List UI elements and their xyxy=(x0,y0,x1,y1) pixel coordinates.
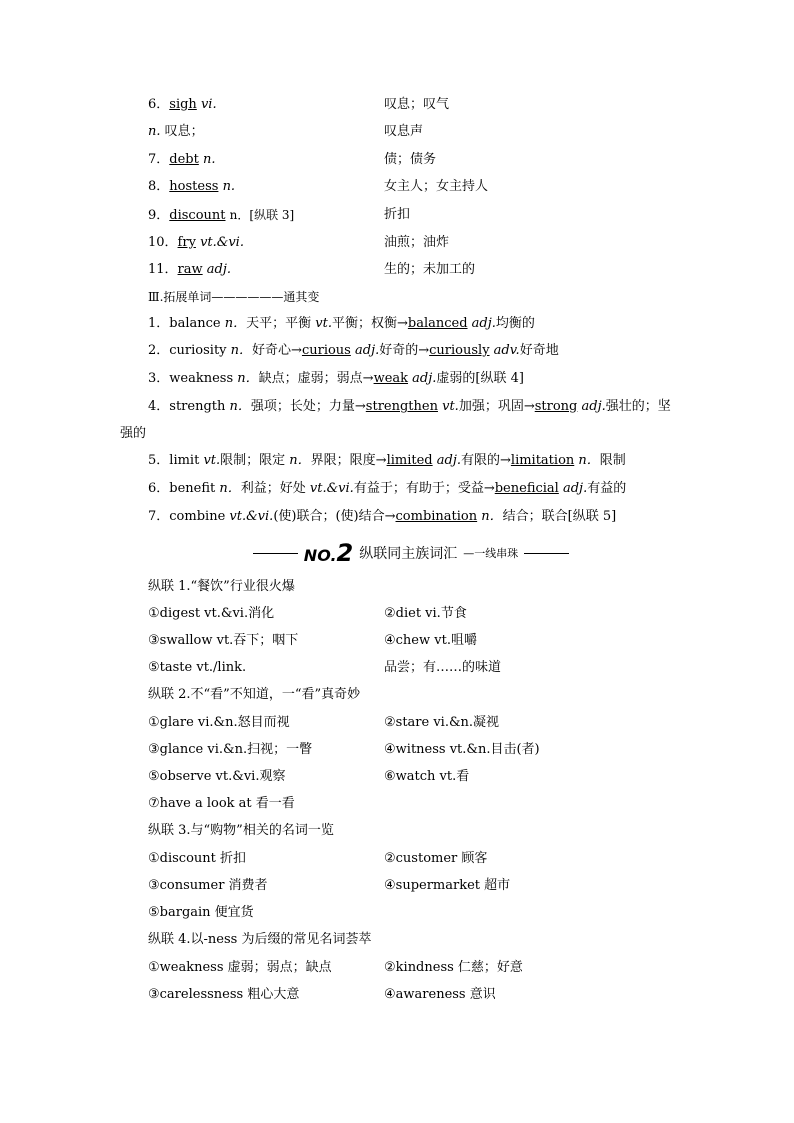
extended-row-4: 4．strength n．强项；长处；力量→strengthen vt.加强；巩固→strong adj.强壮的；坚 xyxy=(148,399,671,414)
vocab-word: sigh xyxy=(169,97,197,112)
vocab-row-6 xyxy=(148,94,217,116)
group-item: ⑤bargain 便宜货 xyxy=(148,905,254,920)
vocab-word: fry xyxy=(177,235,196,250)
extended-row-3: 3．weakness n．缺点；虚弱；弱点→weak adj.虚弱的[纵联 4] xyxy=(148,371,524,386)
group-item: ②diet vi.节食 xyxy=(384,606,467,621)
extended-row-4-wrap: 强的 xyxy=(120,426,147,441)
group-item: ①digest vt.&vi.消化 xyxy=(148,606,275,621)
part-of-speech: n. xyxy=(148,124,161,139)
group-item: ②customer 顾客 xyxy=(384,851,488,866)
group-item: ④chew vt.咀嚼 xyxy=(384,633,477,648)
group-item: ①glare vi.&n.怒目而视 xyxy=(148,715,290,730)
vocab-meaning: 叹息； xyxy=(164,124,204,139)
banner-number: NO.2 xyxy=(303,539,354,567)
group-item: ③carelessness 粗心大意 xyxy=(148,987,300,1002)
group-title: 纵联 3.与“购物”相关的名词一览 xyxy=(148,823,334,838)
group-item: ②kindness 仁慈；好意 xyxy=(384,960,523,975)
extended-row-7: 7．combine vt.&vi.(使)联合；(使)结合→combination n．结合；联合[纵联 5] xyxy=(148,509,617,524)
item-number: 11． xyxy=(148,262,178,277)
vocab-row-7 xyxy=(148,149,216,171)
vocab-meaning: 生的；未加工的 xyxy=(384,262,476,277)
group-item: ①discount 折扣 xyxy=(148,851,247,866)
extended-row-2: 2．curiosity n．好奇心→curious adj.好奇的→curiously adv.好奇地 xyxy=(148,343,559,358)
extended-row-1: 1．balance n．天平；平衡 vt.平衡；权衡→balanced adj.均衡的 xyxy=(148,316,535,331)
item-number: 8． xyxy=(148,179,170,194)
group-item: ④witness vt.&n.目击(者) xyxy=(384,742,540,757)
extended-row-5: 5．limit vt.限制；限定 n．界限；限度→limited adj.有限的→limitation n．限制 xyxy=(148,453,626,468)
part-of-speech: n. xyxy=(222,179,236,194)
section-banner xyxy=(253,540,569,566)
item-number: 10． xyxy=(148,235,178,250)
group-item: ③glance vi.&n.扫视；一瞥 xyxy=(148,742,313,757)
item-number: 6． xyxy=(148,97,170,112)
vocab-meaning: 女主人；女主持人 xyxy=(384,179,489,194)
divider xyxy=(253,553,298,554)
vocab-row-11 xyxy=(148,259,231,281)
vocab-row-6b xyxy=(148,121,204,143)
vocab-word: discount xyxy=(169,208,226,223)
part-of-speech: vt.&vi. xyxy=(200,235,244,250)
part-of-speech: adj. xyxy=(206,262,232,277)
vocab-word: hostess xyxy=(169,179,219,194)
group-item: 品尝；有……的味道 xyxy=(384,660,502,675)
vocab-meaning: 债；债务 xyxy=(384,152,437,167)
part-of-speech: n. xyxy=(202,152,216,167)
part-of-speech: vi. xyxy=(200,97,217,112)
group-title: 纵联 1.“餐饮”行业很火爆 xyxy=(148,579,295,594)
vocab-row-10 xyxy=(148,232,244,254)
vocab-row-8 xyxy=(148,176,235,198)
group-item: ④supermarket 超市 xyxy=(384,878,511,893)
section-heading: Ⅲ.拓展单词——————通其变 xyxy=(148,290,320,304)
vocab-word: raw xyxy=(177,262,203,277)
group-item: ③swallow vt.吞下；咽下 xyxy=(148,633,299,648)
vocab-row-9 xyxy=(148,204,294,226)
group-item: ⑦have a look at 看一看 xyxy=(148,796,295,811)
divider xyxy=(524,553,569,554)
banner-tag: —一线串珠 xyxy=(463,547,519,560)
vocab-meaning: 叹息声 xyxy=(384,124,424,139)
banner-title: 纵联同主族词汇 xyxy=(359,546,458,562)
extended-row-6: 6．benefit n．利益；好处 vt.&vi.有益于；有助于；受益→beneficial adj.有益的 xyxy=(148,481,627,496)
group-item: ⑤observe vt.&vi.观察 xyxy=(148,769,286,784)
group-item: ①weakness 虚弱；弱点；缺点 xyxy=(148,960,332,975)
group-item: ②stare vi.&n.凝视 xyxy=(384,715,500,730)
group-title: 纵联 2.不“看”不知道，一“看”真奇妙 xyxy=(148,687,361,702)
group-item: ③consumer 消费者 xyxy=(148,878,268,893)
group-item: ⑥watch vt.看 xyxy=(384,769,470,784)
vocab-meaning: 折扣 xyxy=(384,207,411,222)
item-number: 7． xyxy=(148,152,170,167)
group-title: 纵联 4.以-ness 为后缀的常见名词荟萃 xyxy=(148,932,372,947)
item-number: 9． xyxy=(148,208,170,223)
group-item: ⑤taste vt./link. xyxy=(148,660,247,675)
vocab-word: debt xyxy=(169,152,199,167)
vocab-meaning: 叹息；叹气 xyxy=(384,97,450,112)
group-item: ④awareness 意识 xyxy=(384,987,496,1002)
part-of-speech: n．[纵联 3] xyxy=(229,208,295,222)
vocab-meaning: 油煎；油炸 xyxy=(384,235,450,250)
